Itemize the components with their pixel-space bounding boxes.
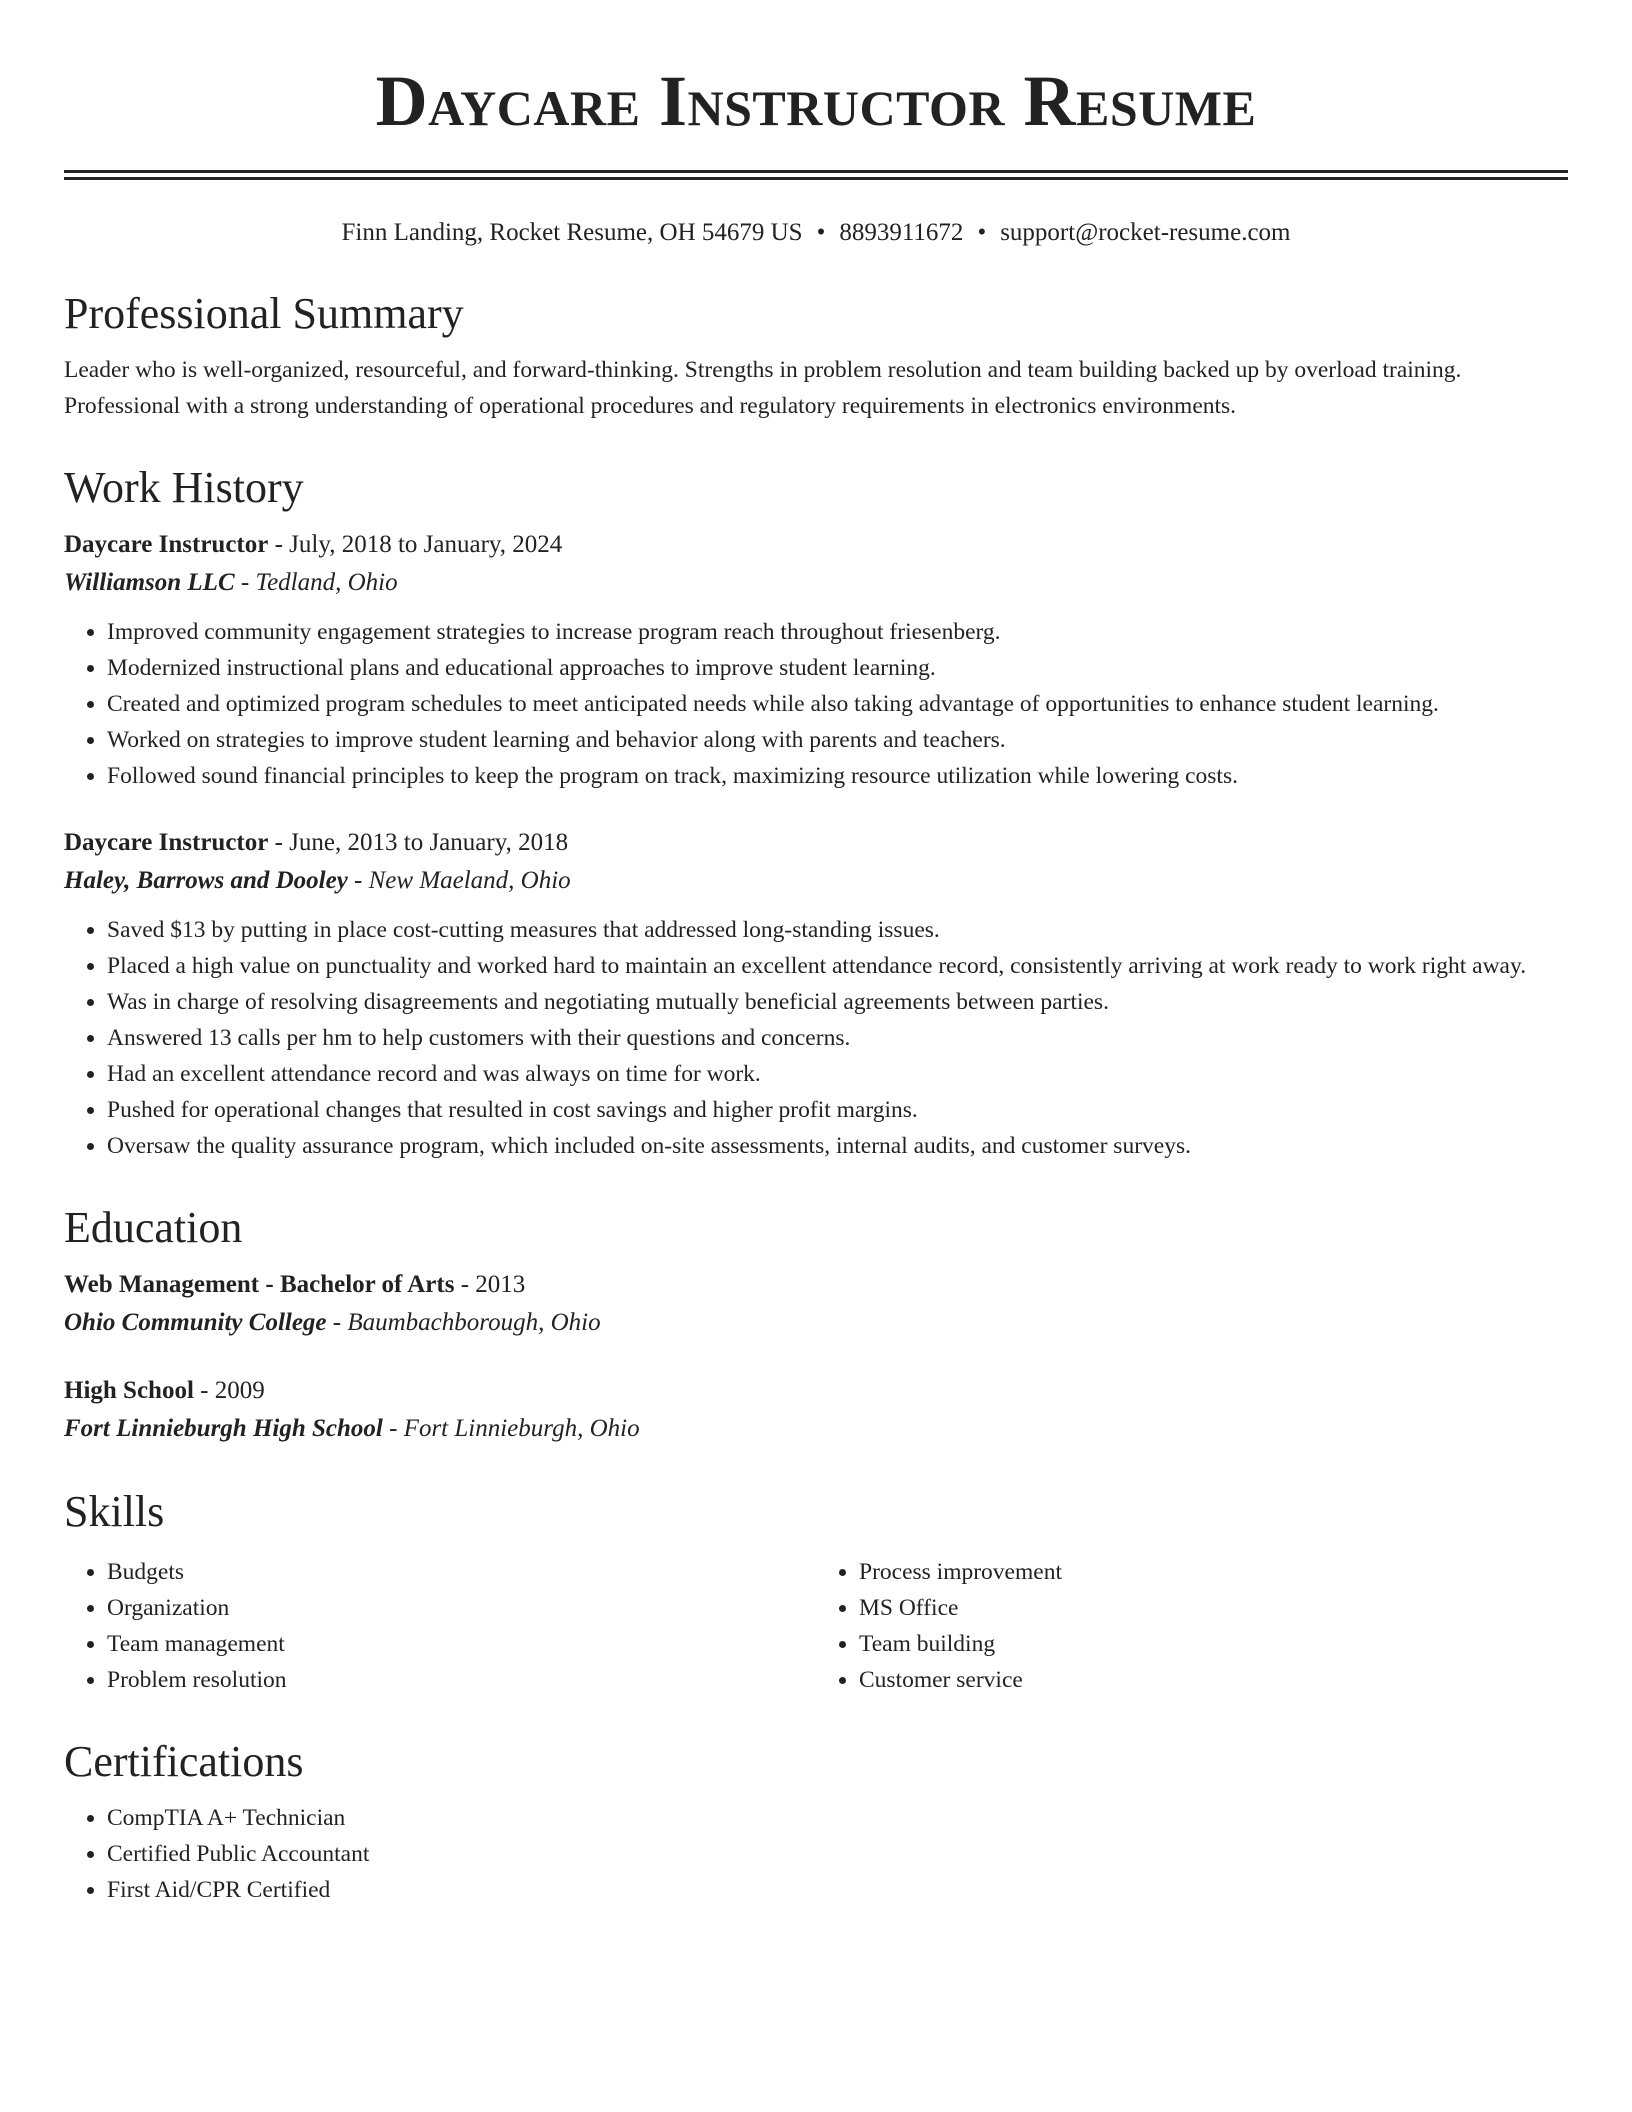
section-heading-certifications: Certifications bbox=[64, 1737, 304, 1786]
list-item: • Oversaw the quality assurance program, which included on-site assessments, internal audits, and customer surveys. bbox=[107, 1128, 1568, 1164]
education-degree-line bbox=[64, 1372, 1568, 1410]
list-item: • CompTIA A+ Technician bbox=[107, 1800, 1568, 1836]
list-item: • Team building bbox=[859, 1626, 1568, 1662]
education-degree-line bbox=[64, 1266, 1568, 1304]
job-bullet-list bbox=[64, 912, 1568, 1164]
list-item: • Worked on strategies to improve student learning and behavior along with parents and teachers. bbox=[107, 722, 1568, 758]
list-item: • Modernized instructional plans and educational approaches to improve student learning. bbox=[107, 650, 1568, 686]
job-location: - New Maeland, Ohio bbox=[347, 867, 571, 894]
certifications-block bbox=[64, 1800, 1568, 1908]
list-item: • Had an excellent attendance record and was always on time for work. bbox=[107, 1056, 1568, 1092]
list-item: • Team management bbox=[107, 1626, 816, 1662]
job-location: - Tedland, Ohio bbox=[234, 569, 398, 596]
contact-address: Finn Landing, Rocket Resume, OH 54679 US bbox=[341, 219, 803, 246]
education-entry bbox=[64, 1372, 1568, 1448]
job-dates: - June, 2013 to January, 2018 bbox=[268, 829, 569, 856]
education-location: - Baumbachborough, Ohio bbox=[326, 1309, 601, 1336]
education-school-line bbox=[64, 1304, 1568, 1342]
skills-list-right bbox=[816, 1554, 1568, 1698]
job-bullet-list bbox=[64, 614, 1568, 794]
list-item: • Pushed for operational changes that resulted in cost savings and higher profit margins. bbox=[107, 1092, 1568, 1128]
education-school-line bbox=[64, 1410, 1568, 1448]
list-item: • Process improvement bbox=[859, 1554, 1568, 1590]
section-heading-education: Education bbox=[64, 1203, 243, 1252]
section-heading-work-history: Work History bbox=[64, 463, 304, 512]
section-heading-skills: Skills bbox=[64, 1487, 165, 1536]
job-dates: - July, 2018 to January, 2024 bbox=[268, 531, 563, 558]
education-degree: High School bbox=[64, 1377, 194, 1404]
bullet-separator: • bbox=[977, 219, 987, 246]
job-title-line bbox=[64, 526, 1568, 564]
resume-title: Daycare Instructor Resume bbox=[375, 61, 1257, 141]
education-school: Ohio Community College bbox=[64, 1309, 327, 1336]
education-year: - 2013 bbox=[454, 1271, 526, 1298]
list-item: • Organization bbox=[107, 1590, 816, 1626]
education-school: Fort Linnieburgh High School bbox=[64, 1415, 383, 1442]
contact-email: support@rocket-resume.com bbox=[1000, 219, 1291, 246]
skills-columns bbox=[64, 1550, 1568, 1698]
job-title: Daycare Instructor bbox=[64, 531, 269, 558]
section-heading-summary: Professional Summary bbox=[64, 289, 464, 338]
contact-line bbox=[64, 216, 1568, 250]
skills-list-left bbox=[64, 1554, 816, 1698]
list-item: • Budgets bbox=[107, 1554, 816, 1590]
list-item: • Was in charge of resolving disagreements and negotiating mutually beneficial agreements between parties. bbox=[107, 984, 1568, 1020]
education-location: - Fort Linnieburgh, Ohio bbox=[382, 1415, 640, 1442]
job-company-line bbox=[64, 564, 1568, 602]
list-item: • MS Office bbox=[859, 1590, 1568, 1626]
job-title: Daycare Instructor bbox=[64, 829, 269, 856]
list-item: • Saved $13 by putting in place cost-cutting measures that addressed long-standing issues. bbox=[107, 912, 1568, 948]
job-title-line bbox=[64, 824, 1568, 862]
job-entry bbox=[64, 526, 1568, 794]
list-item: • Problem resolution bbox=[107, 1662, 816, 1698]
list-item: • Answered 13 calls per hm to help customers with their questions and concerns. bbox=[107, 1020, 1568, 1056]
job-company: Haley, Barrows and Dooley bbox=[64, 867, 348, 894]
list-item: • Customer service bbox=[859, 1662, 1568, 1698]
contact-phone: 8893911672 bbox=[839, 219, 964, 246]
double-rule-divider bbox=[64, 170, 1568, 180]
job-company: Williamson LLC bbox=[64, 569, 235, 596]
job-entry bbox=[64, 824, 1568, 1164]
job-company-line bbox=[64, 862, 1568, 900]
education-degree: Web Management - Bachelor of Arts bbox=[64, 1271, 455, 1298]
list-item: • Created and optimized program schedules to meet anticipated needs while also taking advantage of opportunities to enhance student learning. bbox=[107, 686, 1568, 722]
list-item: • Improved community engagement strategies to increase program reach throughout friesenberg. bbox=[107, 614, 1568, 650]
summary-text: Leader who is well-organized, resourceful, and forward-thinking. Strengths in problem resolution and team building backed up by overload training. Professional with a strong understanding of operational procedures and regulatory requirements in electronics environments. bbox=[64, 357, 1462, 419]
education-entry bbox=[64, 1266, 1568, 1342]
list-item: • Placed a high value on punctuality and worked hard to maintain an excellent attendance record, consistently arriving at work ready to work right away. bbox=[107, 948, 1568, 984]
education-year: - 2009 bbox=[193, 1377, 265, 1404]
bullet-separator: • bbox=[816, 219, 826, 246]
list-item: • Followed sound financial principles to keep the program on track, maximizing resource utilization while lowering costs. bbox=[107, 758, 1568, 794]
certifications-list bbox=[64, 1800, 1568, 1908]
list-item: • First Aid/CPR Certified bbox=[107, 1872, 1568, 1908]
list-item: • Certified Public Accountant bbox=[107, 1836, 1568, 1872]
